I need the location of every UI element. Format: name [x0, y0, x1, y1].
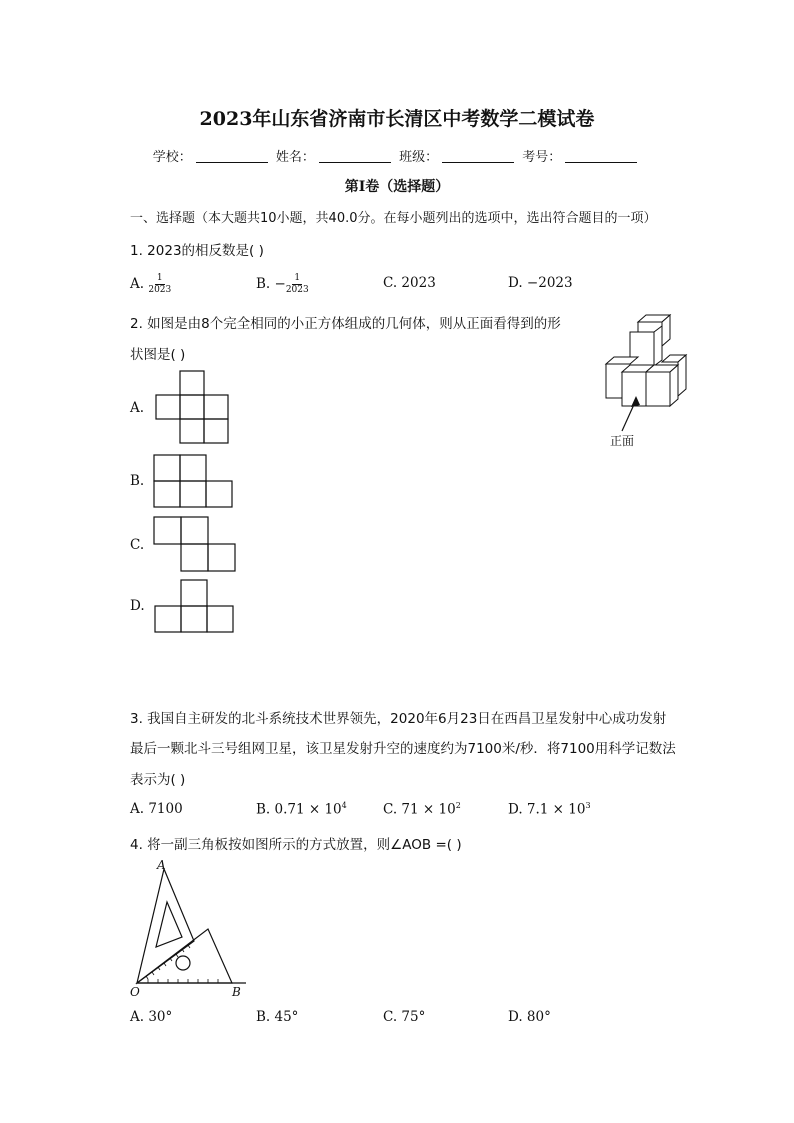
exam-no-label: 考号：: [522, 150, 562, 165]
q2-option-a-figure: [155, 370, 230, 445]
q1-b-numerator: 1: [294, 273, 301, 283]
q2-line1: 2. 如图是由8个完全相同的小正方体组成的几何体，则从正面看得到的形: [130, 316, 561, 332]
q1-b-denominator: 2023: [285, 285, 309, 295]
q3-option-c: [383, 801, 461, 818]
school-label: 学校：: [152, 150, 192, 165]
section-instructions: 一、选择题（本大题共10小题，共40.0分。在每小题列出的选项中，选出符合题目的一项）: [130, 211, 657, 226]
q1-option-d: D. −2023: [508, 275, 573, 291]
q2-option-c-letter: C.: [130, 537, 145, 553]
exam-title: 2023年山东省济南市长清区中考数学二模试卷: [199, 108, 595, 130]
exam-no-blank[interactable]: [565, 149, 637, 163]
class-blank[interactable]: [442, 149, 514, 163]
q3-line2: 最后一颗北斗三号组网卫星，该卫星发射升空的速度约为7100米/秒．将7100用科学记数法: [130, 741, 676, 757]
q4-option-c: C. 75°: [383, 1009, 426, 1025]
q1-a-fraction: [148, 273, 171, 296]
class-label: 班级：: [399, 150, 439, 165]
q2-option-a-letter: A.: [130, 400, 145, 416]
q4-stem: 4. 将一副三角板按如图所示的方式放置，则∠AOB =( ): [130, 837, 462, 853]
q3-option-d: [508, 801, 591, 818]
name-blank[interactable]: [319, 149, 391, 163]
q2-cube-figure: [600, 312, 695, 452]
q3-c-exponent: 2: [455, 801, 461, 810]
q3-line1: 3. 我国自主研发的北斗系统技术世界领先，2020年6月23日在西昌卫星发射中心成功发射: [130, 711, 667, 727]
q3-d-base: D. 7.1 × 10: [508, 801, 586, 818]
q3-b-exponent: 4: [341, 801, 347, 810]
q3-d-exponent: 3: [585, 801, 591, 810]
q2-line2: 状图是( ): [130, 347, 186, 363]
q4-label-a: A: [157, 858, 166, 872]
q2-option-b-figure: [153, 454, 235, 509]
section-title: 第I卷（选择题）: [344, 179, 450, 195]
q1-option-a: [130, 273, 171, 296]
q3-line3: 表示为( ): [130, 772, 186, 788]
q1-option-c: C. 2023: [383, 275, 436, 291]
q1-stem: 1. 2023的相反数是( ): [130, 243, 264, 259]
q1-a-letter: A.: [130, 276, 145, 292]
q2-option-c-figure: [153, 516, 241, 572]
q4-label-o: O: [130, 985, 140, 999]
q1-option-b: [256, 273, 309, 296]
q2-front-label: 正面: [610, 434, 635, 448]
q1-b-letter: B.: [256, 276, 271, 292]
q3-option-b: [256, 801, 347, 818]
student-info-line: [0, 146, 794, 165]
q3-b-base: B. 0.71 × 10: [256, 801, 342, 818]
school-blank[interactable]: [196, 149, 268, 163]
q2-option-b-letter: B.: [130, 473, 145, 489]
q3-c-base: C. 71 × 10: [383, 801, 456, 818]
q4-option-b: B. 45°: [256, 1009, 299, 1025]
q1-a-denominator: 2023: [148, 285, 172, 295]
q3-option-a: A. 7100: [130, 801, 183, 817]
q4-option-a: A. 30°: [130, 1009, 173, 1025]
q2-option-d-letter: D.: [130, 598, 145, 614]
q1-a-numerator: 1: [156, 273, 163, 283]
q1-b-sign: −: [274, 276, 286, 292]
name-label: 姓名：: [275, 150, 315, 165]
q4-option-d: D. 80°: [508, 1009, 551, 1025]
q2-option-d-figure: [154, 579, 236, 634]
q4-label-b: B: [232, 985, 241, 999]
q1-b-fraction: [286, 273, 309, 296]
q4-triangle-figure: [128, 858, 248, 998]
